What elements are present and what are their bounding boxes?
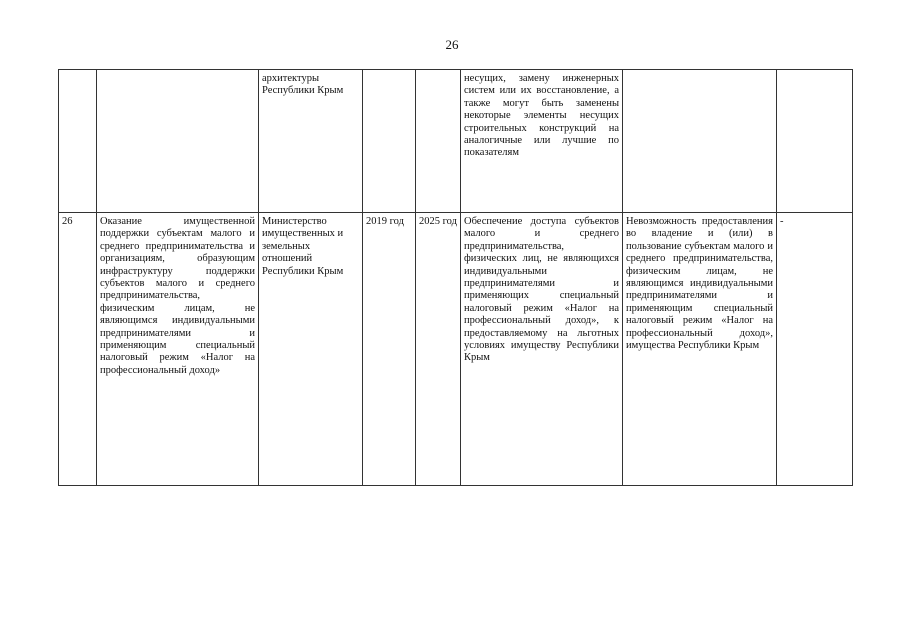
table-row	[59, 70, 853, 213]
page-number: 26	[445, 37, 459, 52]
cell-expected-result: Обеспечение доступа субъектов малого и среднего предпринимательства, физических лиц, не являющихся индивидуальными предпринимателями и применяющих специальный налоговый режим «Налог на профессиональный доход», к предоставляемому на льготных условиях имуществу Республики Крым	[461, 213, 623, 486]
cell-number: 26	[59, 213, 97, 486]
cell-end-year: 2025 год	[416, 213, 461, 486]
cell-start-year	[363, 70, 416, 213]
cell-measure-name	[97, 70, 259, 213]
cell-consequences	[623, 70, 777, 213]
cell-measure-name: Оказание имущественной поддержки субъектам малого и среднего предпринимательства и организациям, образующим инфраструктуру поддержки субъектов малого и среднего предпринимательства, физическим лицам, не являющимся индивидуальными предпринимателями и применяющим специальный налоговый режим «Налог на профессиональный доход»	[97, 213, 259, 486]
cell-start-year: 2019 год	[363, 213, 416, 486]
cell-indicators: -	[777, 213, 853, 486]
program-measures-table	[58, 69, 853, 486]
cell-executor: Министерство имущественных и земельных отношений Республики Крым	[259, 213, 363, 486]
cell-end-year	[416, 70, 461, 213]
cell-expected-result: несущих, замену инженерных систем или их восстановление, а также могут быть заменены некоторые элементы несущих строительных конструкций на аналогичные или лучшие по показателям	[461, 70, 623, 213]
table-row	[59, 213, 853, 486]
cell-number	[59, 70, 97, 213]
cell-indicators	[777, 70, 853, 213]
cell-executor: архитектуры Республики Крым	[259, 70, 363, 213]
cell-consequences: Невозможность предоставления во владение и (или) в пользование субъектам малого и среднего предпринимательства, физическим лицам, не являющимся индивидуальными предпринимателями и применяющим специальный налоговый режим «Налог на профессиональный доход», имущества Республики Крым	[623, 213, 777, 486]
